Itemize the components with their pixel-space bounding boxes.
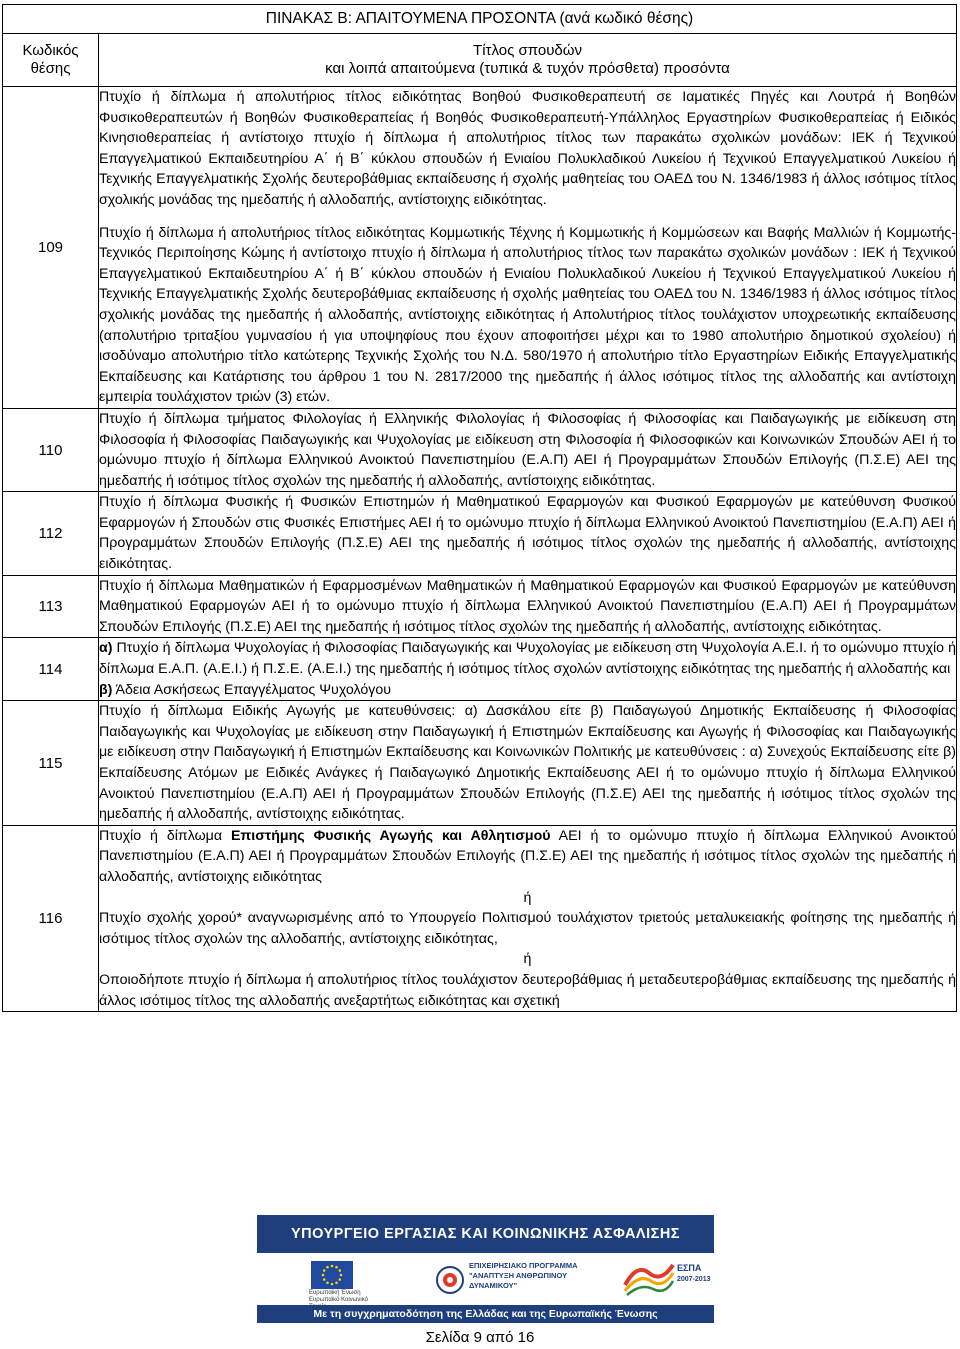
table-row bbox=[3, 825, 957, 1011]
funding-slogan: Με τη συγχρηματοδότηση της Ελλάδας και της Ευρωπαϊκής Ένωσης bbox=[257, 1305, 714, 1323]
program-line2: "ΑΝΑΠΤΥΞΗ ΑΝΘΡΩΠΙΝΟΥ ΔΥΝΑΜΙΚΟΥ" bbox=[469, 1271, 568, 1290]
requirement-paragraph bbox=[99, 680, 956, 701]
position-requirements bbox=[99, 87, 957, 409]
table-row bbox=[3, 408, 957, 491]
position-code: 114 bbox=[3, 638, 99, 701]
requirement-paragraph: Πτυχίο ή δίπλωμα Ειδικής Αγωγής με κατευθύνσεις: α) Δασκάλου είτε β) Παιδαγωγού Δημοτικής Εκπαίδευσης ή Φιλοσοφίας Παιδαγωγικής και Ψυχολογίας με ειδίκευση στην Παιδαγωγική ή Επιστημών Εκπαίδευσης και Αγωγής ή Φιλοσοφίας και Παιδαγωγικής με ειδίκευση στην Παιδαγωγική ή Επιστημών Εκπαίδευσης και Κοινωνικών Πολιτικής με κατευθύνσεις : α) Συνεχούς Εκπαίδευσης είτε β) Εκπαίδευσης Ατόμων με Ειδικές Ανάγκες ή Παιδαγωγικό Δημοτικής Εκπαίδευσης ΑΕΙ ή το ομώνυμο πτυχίο ή δίπλωμα Ελληνικού Ανοικτού Πανεπιστημίου (Ε.Α.Π) ΑΕΙ ή Προγραμμάτων Σπουδών Επιλογής (Π.Σ.Ε) ΑΕΙ της ημεδαπής ή ισότιμος τίτλος σχολών της ημεδαπής ή αλλοδαπής, αντίστοιχης ειδικότητας. bbox=[99, 703, 956, 823]
requirement-paragraph: Πτυχίο σχολής χορού* αναγνωρισμένης από το Υπουργείο Πολιτισμού τουλάχιστον τριετούς μεταλυκειακής φοίτησης της ημεδαπής ή ισότιμος τίτλος σχολών της αλλοδαπής, αντίστοιχης ειδικότητας, bbox=[99, 910, 956, 947]
table-title-row bbox=[3, 5, 957, 34]
position-code: 110 bbox=[3, 408, 99, 491]
position-code: 116 bbox=[3, 825, 99, 1011]
or-separator: ή bbox=[523, 889, 532, 906]
desc-header-line2: και λοιπά απαιτούμενα (τυπικά & τυχόν πρόσθετα) προσόντα bbox=[325, 60, 730, 77]
program-line1: ΕΠΙΧΕΙΡΗΣΙΑΚΟ ΠΡΟΓΡΑΜΜΑ bbox=[469, 1261, 578, 1270]
requirement-paragraph: Πτυχίο ή δίπλωμα ή απολυτήριος τίτλος ειδικότητας Κομμωτικής Τέχνης ή Κομμωτικής ή Κομμώσεων και Βαφής Μαλλιών ή Κομμωτής-Τεχνικός Περιποίησης Κώμης ή αντίστοιχο πτυχίο ή δίπλωμα ή απολυτήριος τίτλος των παρακάτω σχολικών μονάδων : ΙΕΚ ή Τεχνικού Επαγγελματικού Εκπαιδευτηρίου Α΄ ή Β΄ κύκλου σπουδών ή Ενιαίου Πολυκλαδικού Λυκείου ή Τεχνικού Επαγγελματικού Λυκείου ή Τεχνικής Επαγγελματικής Σχολής δευτεροβάθμιας εκπαίδευσης ή σχολής μαθητείας του ΟΑΕΔ του Ν. 1346/1983 ή άλλος ισότιμος τίτλος σχολικής μονάδας της ημεδαπής ή αλλοδαπής, αντίστοιχης ειδικότητας ή Απολυτήριος τίτλος τουλάχιστον υποχρεωτικής εκπαίδευσης (απολυτήριο τριταξίου γυμνασίου ή για υποψηφίους που έχουν αποφοιτήσει μέχρι και το 1980 απολυτήριο δημοτικού σχολείου) ή ισοδύναμο απολυτήριο τίτλο κατώτερης Τεχνικής Σχολής του Ν.Δ. 580/1970 ή απολυτήριο τίτλο Εργαστηρίων Ειδικής Επαγγελματικής Εκπαίδευσης και Κατάρτισης του άρθρου 1 του Ν. 2817/2000 της ημεδαπής ή άλλος ισότιμος τίτλος της αλλοδαπής και αντίστοιχη εμπειρία τουλάχιστον τριών (3) ετών. bbox=[99, 224, 956, 406]
code-header-line1: Κωδικός bbox=[22, 42, 79, 59]
table-title: ΠΙΝΑΚΑΣ Β: ΑΠΑΙΤΟΥΜΕΝΑ ΠΡΟΣΟΝΤΑ (ανά κωδικό θέσης) bbox=[3, 5, 957, 34]
espa-caption bbox=[677, 1263, 710, 1285]
requirement-paragraph: Οποιοδήποτε πτυχίο ή δίπλωμα ή απολυτήριος τίτλος τουλάχιστον δευτεροβάθμιας ή μεταδευτεροβάθμιας εκπαίδευσης της ημεδαπής ή άλλος ισότιμος τίτλος της αλλοδαπής ανεξαρτήτως ειδικότητας και σχετική bbox=[99, 971, 956, 1009]
position-code: 109 bbox=[3, 87, 99, 409]
position-requirements bbox=[99, 492, 957, 575]
position-requirements bbox=[99, 638, 957, 701]
description-column-header bbox=[99, 34, 957, 87]
page-number: Σελίδα 9 από 16 bbox=[425, 1329, 535, 1346]
requirements-table bbox=[2, 4, 957, 1012]
position-requirements bbox=[99, 701, 957, 826]
item-b-text: Άδεια Ασκήσεως Επαγγέλματος Ψυχολόγου bbox=[112, 681, 392, 698]
req-text: Πτυχίο ή δίπλωμα bbox=[99, 827, 231, 844]
table-row bbox=[3, 701, 957, 826]
eu-flag-icon bbox=[311, 1261, 353, 1289]
item-a-label: α) bbox=[99, 640, 113, 657]
funding-banner bbox=[257, 1215, 714, 1323]
table-row bbox=[3, 87, 957, 409]
requirement-paragraph: Πτυχίο ή δίπλωμα Μαθηματικών ή Εφαρμοσμένων Μαθηματικών ή Μαθηματικού Εφαρμογών και Φυσικού Εφαρμογών με κατεύθυνση Μαθηματικού Εφαρμογών ΑΕΙ ή το ομώνυμο πτυχίο ή δίπλωμα Ελληνικού Ανοικτού Πανεπιστημίου (Ε.Α.Π) ΑΕΙ ή Προγραμμάτων Σπουδών Επιλογής (Π.Σ.Ε) ΑΕΙ της ημεδαπής ή ισότιμος τίτλος σχολών της ημεδαπής ή αλλοδαπής, αντίστοιχης ειδικότητας. bbox=[99, 577, 956, 635]
table-row bbox=[3, 638, 957, 701]
position-requirements bbox=[99, 575, 957, 638]
position-code: 113 bbox=[3, 575, 99, 638]
program-caption bbox=[469, 1261, 609, 1291]
espa-label: ΕΣΠΑ bbox=[677, 1263, 702, 1273]
position-code: 112 bbox=[3, 492, 99, 575]
table-row bbox=[3, 492, 957, 575]
req-text: ΑΕΙ ή το ομώνυμο πτυχίο ή δίπλωμα Ελληνικού Ανοικτού Πανεπιστημίου (Ε.Α.Π) ΑΕΙ ή Προγραμμάτων Σπουδών Επιλογής (Π.Σ.Ε) ΑΕΙ της ημεδαπής ή ισότιμος τίτλος σχολών της ημεδαπής ή αλλοδαπής, αντίστοιχης ειδικότητας bbox=[99, 827, 956, 885]
position-code: 115 bbox=[3, 701, 99, 826]
ministry-title: ΥΠΟΥΡΓΕΙΟ ΕΡΓΑΣΙΑΣ ΚΑΙ ΚΟΙΝΩΝΙΚΗΣ ΑΣΦΑΛΙΣΗΣ bbox=[257, 1215, 714, 1253]
espa-years: 2007-2013 bbox=[677, 1276, 711, 1283]
table-header-row bbox=[3, 34, 957, 87]
eu-caption: Ευρωπαϊκή Ένωση Ευρωπαϊκό Κοινωνικό bbox=[309, 1290, 368, 1303]
code-column-header bbox=[3, 34, 99, 87]
espa-logo-icon bbox=[621, 1259, 677, 1299]
code-header-line2: θέσης bbox=[30, 60, 71, 77]
desc-header-line1: Τίτλος σπουδών bbox=[473, 42, 582, 59]
table-row bbox=[3, 575, 957, 638]
position-requirements bbox=[99, 408, 957, 491]
position-requirements bbox=[99, 825, 957, 1011]
requirement-paragraph: Πτυχίο ή δίπλωμα Φυσικής ή Φυσικών Επιστημών ή Μαθηματικού Εφαρμογών και Φυσικού Εφαρμογών με κατεύθυνση Φυσικού Εφαρμογών ή Σπουδών στις Φυσικές Επιστήμες ΑΕΙ ή το ομώνυμο πτυχίο ή δίπλωμα Ελληνικού Ανοικτού Πανεπιστημίου (Ε.Α.Π) ΑΕΙ ή Προγραμμάτων Σπουδών Επιλογής (Π.Σ.Ε) ΑΕΙ της ημεδαπής ή ισότιμος τίτλος σχολών της ημεδαπής ή αλλοδαπής, αντίστοιχης ειδικότητας. bbox=[99, 494, 956, 573]
requirement-paragraph: Πτυχίο ή δίπλωμα ή απολυτήριος τίτλος ειδικότητας Βοηθού Φυσικοθεραπευτή σε Ιαματικές Πηγές και Λουτρά ή Βοηθών Φυσικοθεραπευτών ή Βοηθών Φυσικοθεραπείας ή Βοηθός Φυσικοθεραπευτή-Υπάλληλος Εργαστηρίων Φυσικοθεραπείας ή Ειδικός Κινησιοθεραπείας ή αντίστοιχο πτυχίο ή δίπλωμα ή απολυτήριος τίτλος των παρακάτω σχολικών μονάδων: ΙΕΚ ή Τεχνικού Επαγγελματικού Εκπαιδευτηρίου Α΄ ή Β΄ κύκλου σπουδών ή Ενιαίου Πολυκλαδικού Λυκείου ή Τεχνικού Επαγγελματικού Λυκείου ή Τεχνικής Επαγγελματικής Σχολής δευτεροβάθμιας εκπαίδευσης ή σχολής μαθητείας του ΟΑΕΔ του Ν. 1346/1983 ή άλλος ισότιμος τίτλος σχολικής μονάδας της ημεδαπής ή αλλοδαπής, αντίστοιχης ειδικότητας. bbox=[99, 89, 956, 208]
item-a-text: Πτυχίο ή δίπλωμα Ψυχολογίας ή Φιλοσοφίας Παιδαγωγικής και Ψυχολογίας με ειδίκευση στη Ψυχολογία Α.Ε.Ι. ή το ομώνυμο πτυχίο ή δίπλωμα Ε.Α.Π. (Α.Ε.Ι.) ή Π.Σ.Ε. (Α.Ε.Ι.) της ημεδαπής ή ισότιμος τίτλος σχολών αντίστοιχης ειδικότητας της ημεδαπής ή αλλοδαπής και bbox=[99, 640, 956, 678]
requirement-paragraph: Πτυχίο ή δίπλωμα τμήματος Φιλολογίας ή Ελληνικής Φιλολογίας ή Φιλοσοφίας ή Φιλοσοφίας και Παιδαγωγικής με ειδίκευση στη Φιλοσοφία ή Φιλοσοφίας Παιδαγωγικής και Ψυχολογίας με ειδίκευση στη Φιλοσοφία ή Φιλοσοφικών και Κοινωνικών Σπουδών ΑΕΙ ή το ομώνυμο πτυχίο ή δίπλωμα Ελληνικού Ανοικτού Πανεπιστημίου (Ε.Α.Π) ΑΕΙ ή Προγραμμάτων Σπουδών Επιλογής (Π.Σ.Ε) ΑΕΙ της ημεδαπής ή ισότιμος τίτλος σχολών της ημεδαπής ή αλλοδαπής, αντίστοιχης ειδικότητας. bbox=[99, 410, 956, 489]
requirement-paragraph bbox=[99, 826, 956, 888]
or-separator: ή bbox=[523, 951, 532, 968]
requirement-paragraph bbox=[99, 638, 956, 679]
req-emphasis: Επιστήμης Φυσικής Αγωγής και Αθλητισμού bbox=[230, 827, 551, 844]
item-b-label: β) bbox=[99, 681, 113, 698]
program-logo-icon bbox=[435, 1265, 465, 1295]
logos-strip bbox=[257, 1257, 714, 1303]
